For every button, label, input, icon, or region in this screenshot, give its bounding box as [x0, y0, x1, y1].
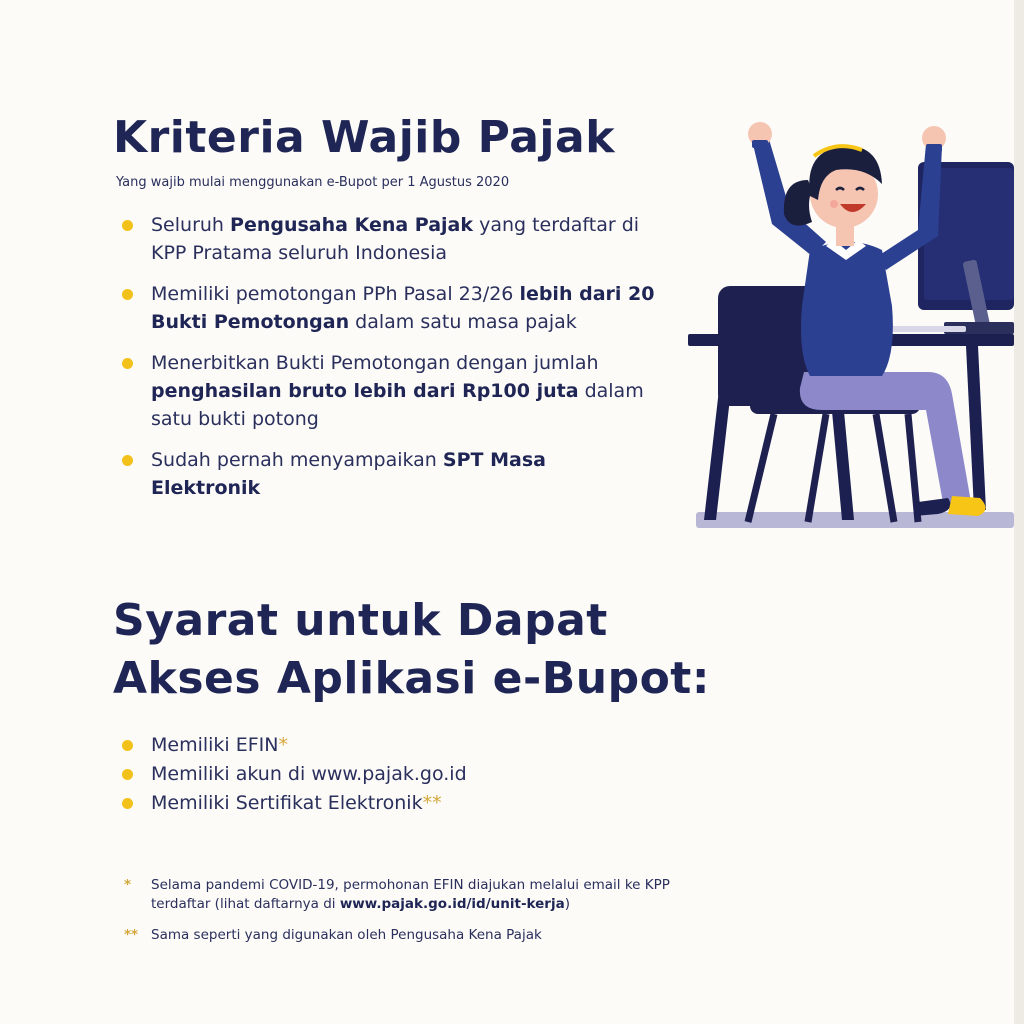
list-item: Memiliki pemotongan PPh Pasal 23/26 lebih dari 20 Bukti Pemotongan dalam satu masa pajak — [118, 280, 658, 336]
bullet-dot-icon — [122, 220, 133, 231]
footnote-2: ** Sama seperti yang digunakan oleh Pengusaha Kena Pajak — [124, 927, 542, 943]
list-item: Sudah pernah menyampaikan SPT Masa Elektronik — [118, 446, 658, 502]
bullet-dot-icon — [122, 289, 133, 300]
kriteria-list — [118, 211, 658, 515]
page-edge-strip — [1014, 0, 1024, 1024]
footnote-1: * Selama pandemi COVID-19, permohonan EFIN diajukan melalui email ke KPP terdaftar (lihat daftarnya di www.pajak.go.id/id/unit-kerja) — [124, 877, 670, 912]
asterisk-mark: ** — [124, 927, 139, 943]
asterisk-mark: * — [278, 734, 288, 756]
kriteria-subtitle: Yang wajib mulai menggunakan e-Bupot per 1 Agustus 2020 — [116, 175, 510, 190]
footnotes — [124, 876, 724, 957]
list-item: Memiliki Sertifikat Elektronik** — [118, 789, 678, 818]
bullet-dot-icon — [122, 769, 133, 780]
bullet-dot-icon — [122, 798, 133, 809]
bullet-dot-icon — [122, 455, 133, 466]
list-item: Menerbitkan Bukti Pemotongan dengan jumlah penghasilan bruto lebih dari Rp100 juta dalam satu bukti potong — [118, 349, 658, 433]
kriteria-title: Kriteria Wajib Pajak — [113, 112, 615, 163]
list-item: Seluruh Pengusaha Kena Pajak yang terdaftar di KPP Pratama seluruh Indonesia — [118, 211, 658, 267]
bullet-dot-icon — [122, 358, 133, 369]
list-item: Memiliki EFIN* — [118, 731, 678, 760]
syarat-title: Syarat untuk Dapat Akses Aplikasi e-Bupot: — [113, 595, 710, 704]
bullet-dot-icon — [122, 740, 133, 751]
syarat-list — [118, 731, 678, 818]
asterisk-mark: ** — [422, 792, 442, 814]
list-item: Memiliki akun di www.pajak.go.id — [118, 760, 678, 789]
woman-at-desk-illustration — [686, 110, 1014, 535]
asterisk-mark: * — [124, 877, 132, 893]
